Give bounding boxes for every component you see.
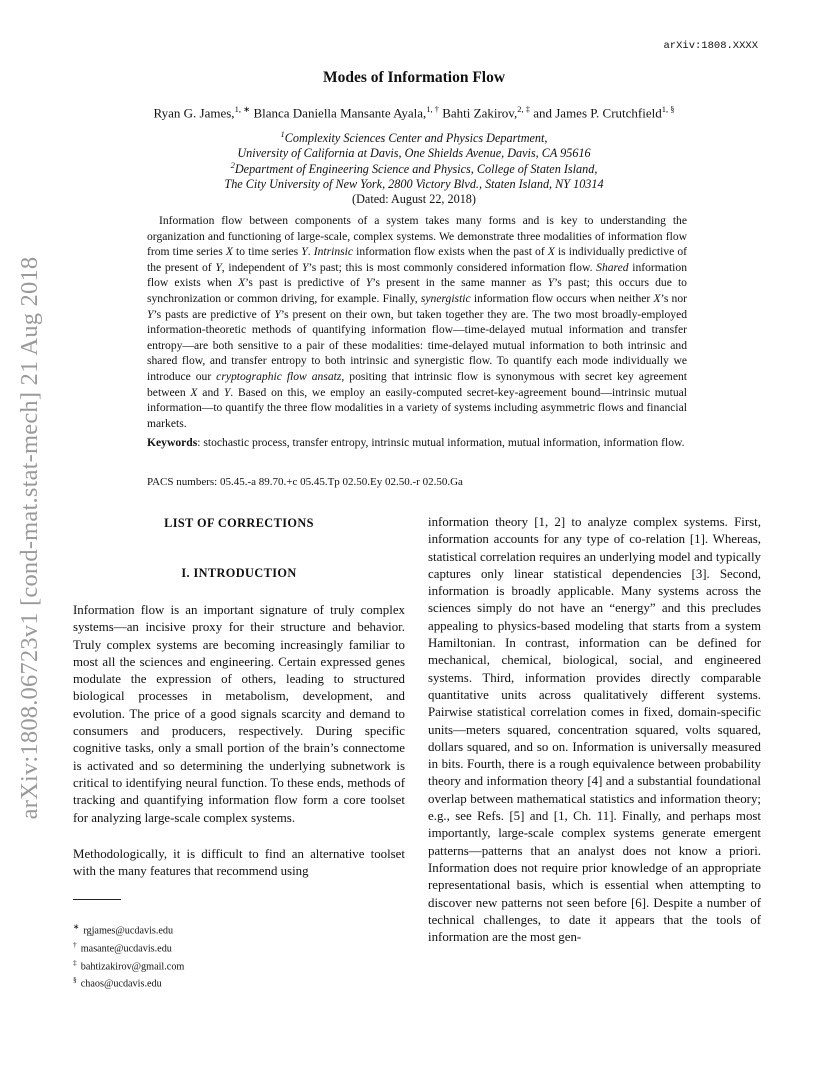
footnote: § chaos@ucdavis.edu <box>73 975 162 990</box>
keywords-text: : stochastic process, transfer entropy, intrinsic mutual information, mutual information, information flow. <box>197 436 685 449</box>
author-mark: 1, † <box>426 104 439 114</box>
pacs-numbers: PACS numbers: 05.45.-a 89.70.+c 05.45.Tp 02.50.Ey 02.50.-r 02.50.Ga <box>147 476 463 488</box>
author-list <box>0 104 828 121</box>
footnote: ‡ bahtizakirov@gmail.com <box>73 957 185 972</box>
footnote-rule <box>73 899 121 900</box>
author-mark: 1, § <box>661 104 675 114</box>
affiliation-2 <box>0 158 828 192</box>
author-mark: 1, ∗ <box>234 104 251 114</box>
paper-title: Modes of Information Flow <box>322 69 506 86</box>
arxiv-stamp-text: arXiv:1808.06723v1 [cond-mat.stat-mech] 21 Aug 2018 <box>16 256 43 820</box>
footnote: † masante@ucdavis.edu <box>73 939 172 955</box>
intro-paragraph-1: Information flow is an important signature of truly complex systems—an incisive proxy for their structure and behavior. Truly complex systems are becoming increasingly familiar to most all the sciences and engineering. Certain expressed genes modulate the expression of others, leading to structured biological processes in metabolism, development, and evolution. The price of a good signals scarcity and demand to consumers and producers, respectively. During specific cognitive tasks, only a small portion of the brain’s connectome is activated and so determining the underlying subnetwork is critical to identifying neural function. To these ends, methods of tracking and quantifying information flow form a core toolset for analyzing large-scale complex systems. <box>73 603 405 825</box>
affiliation-1 <box>0 127 828 161</box>
affiliation-mark: 2 <box>230 160 235 170</box>
section-heading-introduction: I. INTRODUCTION <box>181 566 297 580</box>
intro-paragraph-2: Methodologically, it is difficult to find an alternative toolset with the many features that recommend using <box>73 847 405 879</box>
affiliation-line: Department of Engineering Science and Physics, College of Staten Island, <box>234 162 598 177</box>
author-name: Blanca Daniella Mansante Ayala, <box>253 105 427 121</box>
author-name: and James P. Crutchfield <box>533 105 662 121</box>
date-line: (Dated: August 22, 2018) <box>352 192 476 206</box>
footnote: ∗ rgjames@ucdavis.edu <box>73 922 174 937</box>
keywords <box>147 435 687 451</box>
keywords-label: Keywords <box>147 436 198 449</box>
arxiv-side-stamp <box>10 220 50 860</box>
affiliation-mark: 1 <box>280 129 285 139</box>
section-heading-corrections: LIST OF CORRECTIONS <box>164 516 314 530</box>
arxiv-number: arXiv:1808.XXXX <box>663 40 758 52</box>
author-name: Ryan G. James, <box>153 105 235 121</box>
author-mark: 2, ‡ <box>517 104 530 114</box>
affiliation-line: University of California at Davis, One Shields Avenue, Davis, CA 95616 <box>237 146 591 161</box>
right-column-text: information theory [1, 2] to analyze complex systems. First, information accounts for any type of co-relation [1]. Whereas, statistical correlation requires an underlying model and typically captures only linear statistical dependencies [3]. Second, information is broadly applicable. Many systems across the sciences simply do not have an “energy” and this precludes appealing to physics-based modeling that starts from a system Hamiltonian. In contrast, information can be defined for mechanical, chemical, biological, social, and engineered systems. Third, information provides directly comparable quantitative units across qualitatively different systems. Pairwise statistical correlation comes in fixed, domain-specific units—meters squared, concentration squared, volts squared, dollars squared, and so on. Information is universally measured in bits. Fourth, there is a rough equivalence between probability theory and information theory [4] and a substantial foundational overlap between mathematical statistics and information theory; e.g., see Refs. [5] and [1, Ch. 11]. Finally, and perhaps most importantly, large-scale complex systems generate emergent patterns—patterns that an analyst does not know a priori. Information does not require prior knowledge of an appropriate representational basis, which is essential when attempting to discover new patterns not seen before [6]. Despite a number of technical challenges, to date it appears that the tools of information are the most gen- <box>428 515 761 945</box>
footnotes <box>73 920 184 991</box>
abstract: Information flow between components of a system takes many forms and is key to understanding the organization and functioning of large-scale, complex systems. We demonstrate three modalities of information flow from time series X to time series Y. Intrinsic information flow exists when the past of X is individually predictive of the present of Y, independent of Y’s past; this is most commonly considered information flow. Shared information flow exists when X’s past is predictive of Y’s present in the same manner as Y’s past; this occurs due to synchronization or common driving, for example. Finally, synergistic information flow occurs when neither X’s nor Y’s pasts are predictive of Y’s present on their own, but taken together they are. The two most broadly-employed information-theoretic methods of quantifying information flow—time-delayed mutual information and transfer entropy—are both sensitive to a pair of these modalities: time-delayed mutual information to both intrinsic and shared flow, and transfer entropy to both intrinsic and synergistic flow. To quantify each mode individually we introduce our cryptographic flow ansatz, positing that intrinsic flow is synonymous with secret key agreement between X and Y. Based on this, we employ an easily-computed secret-key-agreement bound—intrinsic mutual information—to quantify the three flow modalities in a variety of systems including asymmetric flows and financial markets. <box>147 214 688 430</box>
affiliation-line: Complexity Sciences Center and Physics Department, <box>284 131 548 146</box>
author-name: Bahti Zakirov, <box>442 105 518 121</box>
affiliation-line: The City University of New York, 2800 Victory Blvd., Staten Island, NY 10314 <box>224 177 604 192</box>
